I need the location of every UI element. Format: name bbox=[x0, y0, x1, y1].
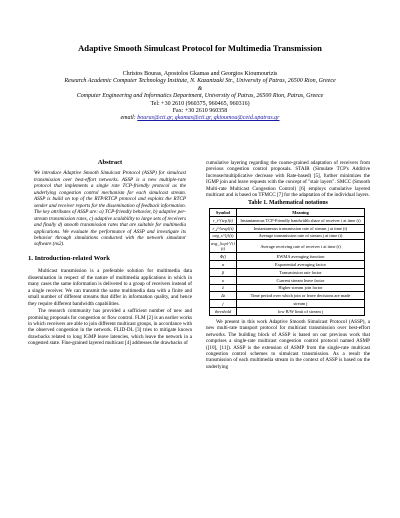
symbol-cell: α bbox=[210, 261, 237, 269]
authors: Christos Bouras, Apostolos Gkamas and Georgios Kioumourtzis bbox=[122, 71, 278, 77]
abstract-heading: Abstract bbox=[97, 159, 123, 166]
section-1-paragraph-2: The research community has provided a sufficient number of new and promising proposals for congestion or flow control. FLM [2] is an earlier works in which receivers are able to join different multicast groups, in accordance with the observed congestion in the network. FLID-DL [3] tries to mitigate known drawbacks related to long IGMP leave latencies, which leave the network in a congested state. Fine-grained layered multicast [4] addresses the drawbacks of bbox=[28, 308, 192, 347]
meaning-cell: stream j bbox=[237, 300, 365, 308]
meaning-cell: Average transmission rate of stream j at time (t) bbox=[237, 232, 365, 240]
table-row bbox=[210, 240, 365, 253]
fax: Fax: +30 2610 960358 bbox=[172, 108, 228, 115]
symbol-cell: r_i^{tcp}(t) bbox=[210, 216, 237, 224]
table-row bbox=[210, 253, 365, 261]
symbol-cell: avg_{tcp}^{i}(t) bbox=[211, 241, 235, 252]
email-label: email: bbox=[120, 115, 136, 122]
email-links[interactable]: bouras@cti.gr, gkamas@cti.gr, gkioumou@ceid.upatras.gr bbox=[137, 115, 280, 122]
table-header-row bbox=[210, 209, 365, 217]
table-row bbox=[210, 224, 365, 232]
meaning-cell: Transmission rate factor bbox=[237, 268, 365, 276]
affiliation-2: Computer Engineering and Informatics Department, University of Patras, 26500 Rion, Patras, Greece bbox=[76, 93, 324, 100]
meaning-cell: Instantaneous transmission rate of stream j at time (t) bbox=[237, 224, 365, 232]
symbol-cell: κ bbox=[210, 276, 237, 284]
notation-table bbox=[209, 208, 365, 316]
table-header: Symbol bbox=[210, 209, 237, 217]
symbol-cell: Φ() bbox=[210, 253, 237, 261]
meaning-cell: Average receiving rate of receiver i at time (t) bbox=[237, 240, 365, 253]
symbol-cell: β bbox=[210, 268, 237, 276]
symbol-cell: r_j^{avg}(t) bbox=[210, 224, 237, 232]
symbol-cell: avg_s^{j}(t) bbox=[210, 232, 237, 240]
symbol-cell: λ bbox=[210, 284, 237, 292]
paper-title: Adaptive Smooth Simulcast Protocol for Multimedia Transmission bbox=[78, 43, 322, 53]
table-row bbox=[210, 276, 365, 284]
symbol-cell: j bbox=[210, 300, 237, 308]
related-work-continued: cumulative layering regarding the coarse-grained adaptation of receivers from previous congestion control proposals. STAIR (Simulate TCP's Additive Increase/multiplicative decrease with Rate-based) [5], further minimizes the IGMP join and leave requests with the concept of "stair layers". SMCC (Smooth Multi-rate Multicast Congestion Control) [6] employs cumulative layered multicast and is based on TFMCC [7] for the adaptation of the individual layers. bbox=[206, 160, 370, 199]
meaning-cell: Instantaneous TCP-Friendly bandwidth share of receiver i at time (t) bbox=[237, 216, 365, 224]
table-row bbox=[210, 300, 365, 308]
table-row bbox=[210, 216, 365, 224]
meaning-cell: Current stream leave factor bbox=[237, 276, 365, 284]
table-row bbox=[210, 284, 365, 292]
left-column bbox=[28, 160, 192, 348]
abstract-text: We introduce Adaptive Smooth Simulcast Protocol (ASSP) for simulcast transmission over best-effort networks. ASSP is a new multiple-rate protocol that implements a single rate TCP-friendly protocol as the underlying congestion control mechanism for each simulcast stream. ASSP is build on top of the RTP/RTCP protocol and exploits the RTCP sender and receiver reports for the dissemination of feedback information. The key attributes of ASSP are: a) TCP-friendly behavior, b) adaptive per-stream transmission rates, c) adaptive scalability to large sets of receivers and finally d) smooth transmission rates that are suitable for multimedia applications. We evaluate the performance of ASSP and investigate its behavior through simulations conducted with the network simulator software (ns2). bbox=[34, 170, 186, 248]
table-row bbox=[210, 268, 365, 276]
table-header: Meaning bbox=[237, 209, 365, 217]
right-column bbox=[206, 160, 370, 371]
meaning-cell: Time period over which join or leave decisions are made bbox=[237, 292, 365, 300]
symbol-cell: threshold bbox=[210, 307, 237, 315]
meaning-cell: EWMA averaging function bbox=[237, 253, 365, 261]
telephone: Tel: +30 2610 (960375, 960465, 960316) bbox=[150, 100, 250, 107]
section-1-paragraph-1: Multicast transmission is a preferable solution for multimedia data dissemination in respect of the nature of multimedia applications in which in many cases the same information is delivered to a group of receivers instead of a single receiver. We can transmit the same multimedia data with a finite and small number of different streams that differ in information quality, and hence they require different bandwidth capabilities. bbox=[28, 268, 192, 307]
email-line bbox=[20, 115, 380, 122]
author-block bbox=[20, 71, 380, 123]
table-row bbox=[210, 292, 365, 300]
meaning-cell: Higher stream join factor bbox=[237, 284, 365, 292]
table-row bbox=[210, 261, 365, 269]
meaning-cell: low B/W limit of stream j bbox=[237, 307, 365, 315]
affiliation-1: Research Academic Computer Technology Institute, N. Kazantzaki Str., University of Patras, 26500 Rion, Greece bbox=[64, 78, 336, 85]
section-1-heading: 1. Introduction-related Work bbox=[28, 254, 110, 262]
symbol-cell: Δt bbox=[210, 292, 237, 300]
table-caption: Table 1. Mathematical notations bbox=[248, 199, 328, 206]
table-row bbox=[210, 307, 365, 315]
table-row bbox=[210, 232, 365, 240]
affiliation-separator: & bbox=[197, 85, 203, 92]
intro-paragraph-assp: We present in this work Adaptive Smooth Simulcast Protocol (ASSP), a new multi-rate transport protocol for multicast transmission over best-effort networks. The building block of ASSP is based on our previous work that comprises a single-rate multicast congestion control protocol named ASMP ([10], [11]). ASSP is the extension of ASMP from the single-rate multicast congestion control schemes to simulcast transmission. As a result the transmission of each multimedia stream in the context of ASSP is based on the underlying bbox=[206, 318, 370, 370]
meaning-cell: Exponential averaging factor bbox=[237, 261, 365, 269]
